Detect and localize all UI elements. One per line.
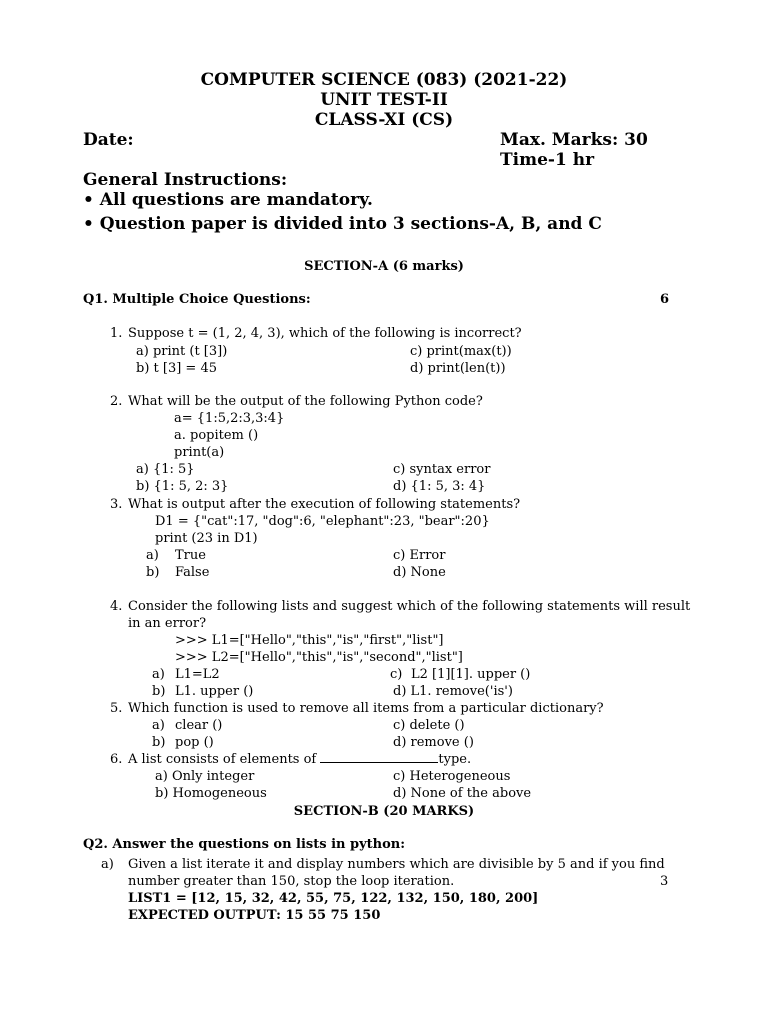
instruction-item: • Question paper is divided into 3 sections-A, B, and C: [83, 214, 602, 234]
date-label: Date:: [83, 130, 134, 150]
bullet-icon: •: [83, 190, 94, 210]
list-definition: LIST1 = [12, 15, 32, 42, 55, 75, 122, 132, 150, 180, 200]: [128, 891, 539, 906]
option-a: True: [175, 548, 206, 563]
question-number: a): [101, 857, 114, 872]
max-marks: Max. Marks: 30: [500, 130, 648, 150]
question-text: Suppose t = (1, 2, 4, 3), which of the following is incorrect?: [128, 326, 522, 341]
code-line: D1 = {"cat":17, "dog":6, "elephant":23, "bear":20}: [155, 514, 490, 529]
option-a: a) print (t [3]): [136, 344, 228, 359]
option-c: c) Heterogeneous: [393, 769, 511, 784]
code-line: a. popitem (): [174, 428, 259, 443]
option-a: clear (): [175, 718, 223, 733]
q2-label: Q2. Answer the questions on lists in python:: [83, 837, 406, 852]
option-c: L2 [1][1]. upper (): [411, 667, 531, 682]
option-c-marker: c): [390, 667, 403, 682]
option-a: L1=L2: [175, 667, 220, 682]
option-b-marker: b): [152, 735, 166, 750]
time-limit: Time-1 hr: [500, 150, 595, 170]
option-a: a) {1: 5}: [136, 462, 195, 477]
option-d: d) remove (): [393, 735, 474, 750]
option-a: a) Only integer: [155, 769, 255, 784]
exam-subtitle: UNIT TEST-II: [320, 90, 448, 110]
code-line: >>> L1=["Hello","this","is","first","list"]: [175, 633, 444, 648]
option-d: d) print(len(t)): [410, 361, 506, 376]
option-d: d) None: [393, 565, 446, 580]
question-text-cont: number greater than 150, stop the loop iteration.: [128, 874, 455, 889]
fill-blank: [320, 752, 438, 763]
option-b: pop (): [175, 735, 214, 750]
option-d: d) {1: 5, 3: 4}: [393, 479, 486, 494]
option-b-marker: b): [146, 565, 160, 580]
option-b: L1. upper (): [175, 684, 254, 699]
question-number: 1.: [110, 326, 123, 341]
option-d: d) None of the above: [393, 786, 532, 801]
option-c: c) delete (): [393, 718, 465, 733]
question-text-cont: in an error?: [128, 616, 207, 631]
option-b: b) t [3] = 45: [136, 361, 217, 376]
question-text: What is output after the execution of following statements?: [128, 497, 521, 512]
option-a-marker: a): [152, 667, 165, 682]
section-b-title: SECTION-B (20 MARKS): [293, 804, 475, 819]
question-number: 5.: [110, 701, 123, 716]
q1-label: Q1. Multiple Choice Questions:: [83, 292, 311, 307]
section-a-title: SECTION-A (6 marks): [304, 259, 464, 274]
q1-marks: 6: [660, 292, 670, 307]
code-line: print(a): [174, 445, 225, 460]
question-number: 4.: [110, 599, 123, 614]
option-a-marker: a): [152, 718, 165, 733]
exam-title: COMPUTER SCIENCE (083) (2021-22): [200, 70, 568, 90]
question-text: A list consists of elements of type.: [128, 752, 472, 767]
question-text: Which function is used to remove all items from a particular dictionary?: [128, 701, 604, 716]
option-c: c) Error: [393, 548, 446, 563]
option-d: d) L1. remove('is'): [393, 684, 513, 699]
option-c: c) syntax error: [393, 462, 491, 477]
code-line: >>> L2=["Hello","this","is","second","list"]: [175, 650, 463, 665]
option-b: b) Homogeneous: [155, 786, 267, 801]
exam-class: CLASS-XI (CS): [314, 110, 454, 130]
question-marks: 3: [660, 874, 669, 889]
question-number: 2.: [110, 394, 123, 409]
question-number: 3.: [110, 497, 123, 512]
option-b-marker: b): [152, 684, 166, 699]
question-text: Consider the following lists and suggest which of the following statements will result: [128, 599, 691, 614]
bullet-icon: •: [83, 214, 94, 234]
instructions-title: General Instructions:: [83, 170, 288, 190]
option-b: b) {1: 5, 2: 3}: [136, 479, 229, 494]
option-c: c) print(max(t)): [410, 344, 512, 359]
option-b: False: [175, 565, 210, 580]
code-line: a= {1:5,2:3,3:4}: [174, 411, 285, 426]
question-text: What will be the output of the following Python code?: [128, 394, 483, 409]
question-text: Given a list iterate it and display numbers which are divisible by 5 and if you find: [128, 857, 665, 872]
question-number: 6.: [110, 752, 123, 767]
expected-output: EXPECTED OUTPUT: 15 55 75 150: [128, 908, 381, 923]
code-line: print (23 in D1): [155, 531, 258, 546]
option-a-marker: a): [146, 548, 159, 563]
instruction-item: • All questions are mandatory.: [83, 190, 373, 210]
